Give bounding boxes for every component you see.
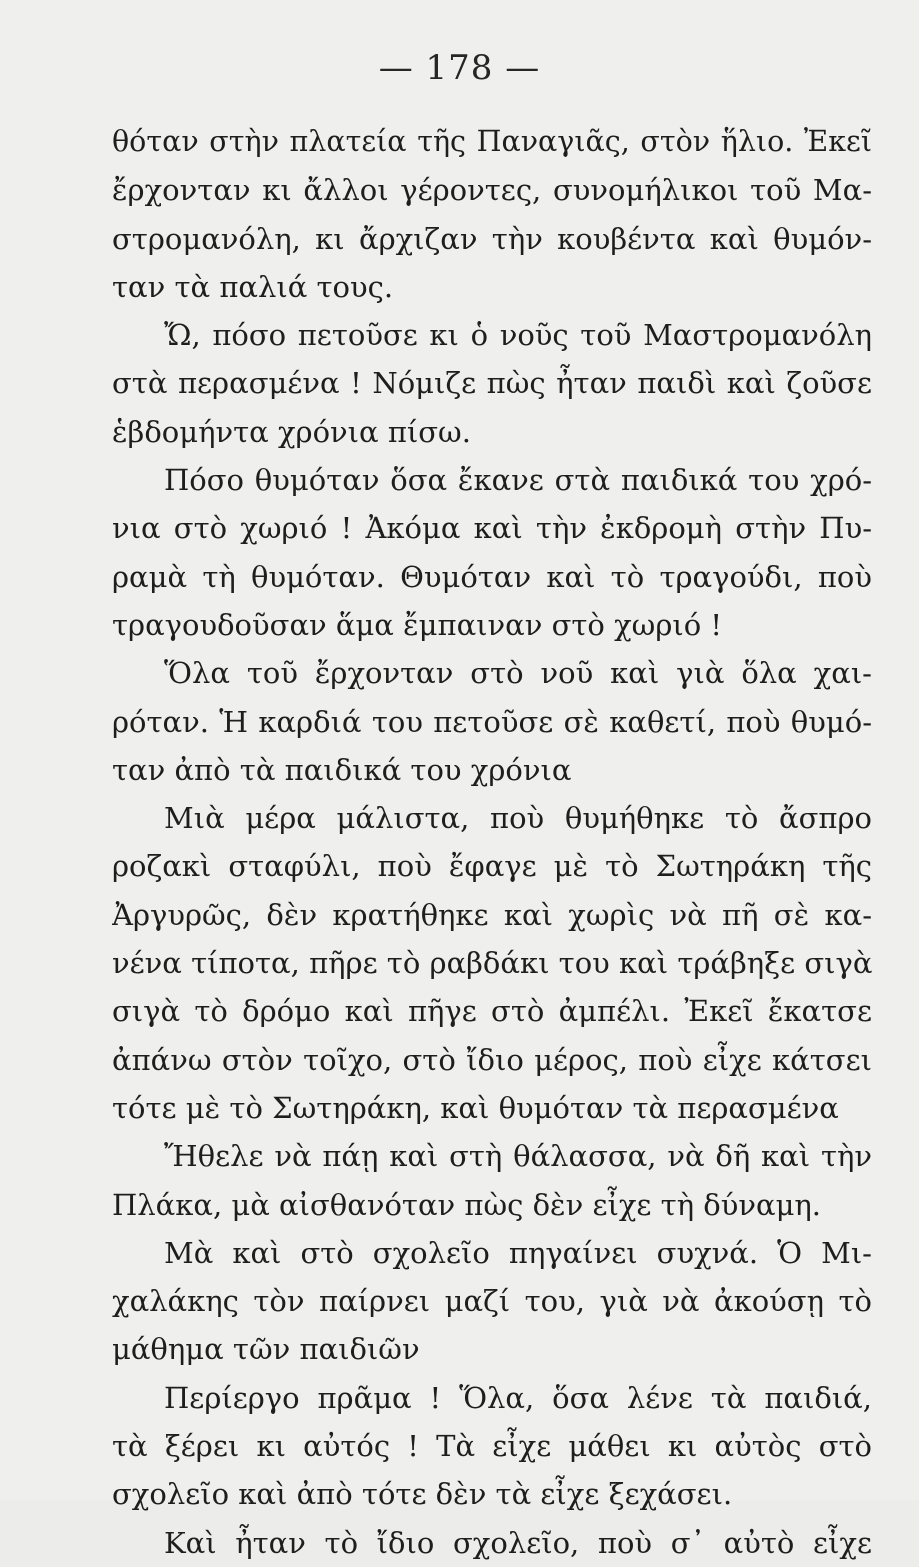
text-line: Μιὰ μέρα μάλιστα, ποὺ θυμήθηκε τὸ ἄσπρο [164, 801, 872, 836]
text-line: τὰ ξέρει κι αὐτός ! Τὰ εἶχε μάθει κι αὐτὸς στὸ [112, 1429, 872, 1464]
text-line: ἔρχονταν κι ἄλλοι γέροντες, συνομήλικοι τοῦ Μα- [112, 173, 872, 208]
text-line: νένα τίποτα, πῆρε τὸ ραβδάκι του καὶ τράβηξε σιγὰ [112, 946, 872, 981]
text-line: Ὤ, πόσο πετοῦσε κι ὁ νοῦς τοῦ Μαστρομανόλη [164, 318, 872, 353]
text-line: νια στὸ χωριό ! Ἀκόμα καὶ τὴν ἐκδρομὴ στὴν Πυ- [112, 511, 872, 546]
text-line: σιγὰ τὸ δρόμο καὶ πῆγε στὸ ἀμπέλι. Ἐκεῖ ἔκατσε [112, 994, 872, 1029]
text-line: τότε μὲ τὸ Σωτηράκη, καὶ θυμόταν τὰ περασμένα [112, 1090, 839, 1125]
text-line: Περίεργο πρᾶμα ! Ὅλα, ὅσα λένε τὰ παιδιά, [164, 1380, 872, 1415]
text-line: Ἤθελε νὰ πάῃ καὶ στὴ θάλασσα, νὰ δῆ καὶ τὴν [164, 1139, 872, 1174]
text-line: ταν τὰ παλιά τους. [112, 269, 394, 304]
text-line: ταν ἀπὸ τὰ παιδικά του χρόνια [112, 752, 572, 787]
text-line: ροζακὶ σταφύλι, ποὺ ἔφαγε μὲ τὸ Σωτηράκη τῆς [112, 849, 872, 884]
text-line: μάθημα τῶν παιδιῶν [112, 1332, 420, 1367]
text-line: Πλάκα, μὰ αἰσθανόταν πὼς δὲν εἶχε τὴ δύναμη. [112, 1187, 822, 1222]
page-number: — 178 — [378, 48, 541, 88]
text-line: ἑβδομήντα χρόνια πίσω. [112, 414, 471, 449]
text-line: Ὅλα τοῦ ἔρχονταν στὸ νοῦ καὶ γιὰ ὅλα χαι- [164, 656, 872, 691]
text-line: ρόταν. Ἡ καρδιά του πετοῦσε σὲ καθετί, ποὺ θυμό- [112, 704, 872, 739]
text-line: Πόσο θυμόταν ὅσα ἔκανε στὰ παιδικά του χρό- [164, 463, 872, 498]
text-line: Καὶ ἦταν τὸ ἴδιο σχολεῖο, ποὺ σ᾽ αὐτὸ εἶχε [164, 1525, 872, 1560]
text-line: Μὰ καὶ στὸ σχολεῖο πηγαίνει συχνά. Ὁ Μι- [164, 1235, 872, 1270]
text-line: στὰ περασμένα ! Νόμιζε πὼς ἦταν παιδὶ καὶ ζοῦσε [112, 366, 872, 401]
text-line: χαλάκης τὸν παίρνει μαζί του, γιὰ νὰ ἀκούσῃ τὸ [112, 1284, 872, 1319]
text-line: ἀπάνω στὸν τοῖχο, στὸ ἴδιο μέρος, ποὺ εἶχε κάτσει [112, 1042, 872, 1077]
text-line: στρομανόλη, κι ἄρχιζαν τὴν κουβέντα καὶ θυμόν- [112, 221, 872, 256]
body-text [112, 118, 872, 1567]
text-line: Ἀργυρῶς, δὲν κρατήθηκε καὶ χωρὶς νὰ πῆ σὲ κα- [112, 897, 872, 932]
text-line: τραγουδοῦσαν ἅμα ἔμπαιναν στὸ χωριό ! [112, 607, 723, 642]
text-line: ραμὰ τὴ θυμόταν. Θυμόταν καὶ τὸ τραγούδι, ποὺ [112, 559, 872, 594]
text-line: σχολεῖο καὶ ἀπὸ τότε δὲν τὰ εἶχε ξεχάσει. [112, 1477, 733, 1512]
text-line: θόταν στὴν πλατεία τῆς Παναγιᾶς, στὸν ἥλιο. Ἐκεῖ [112, 125, 872, 158]
